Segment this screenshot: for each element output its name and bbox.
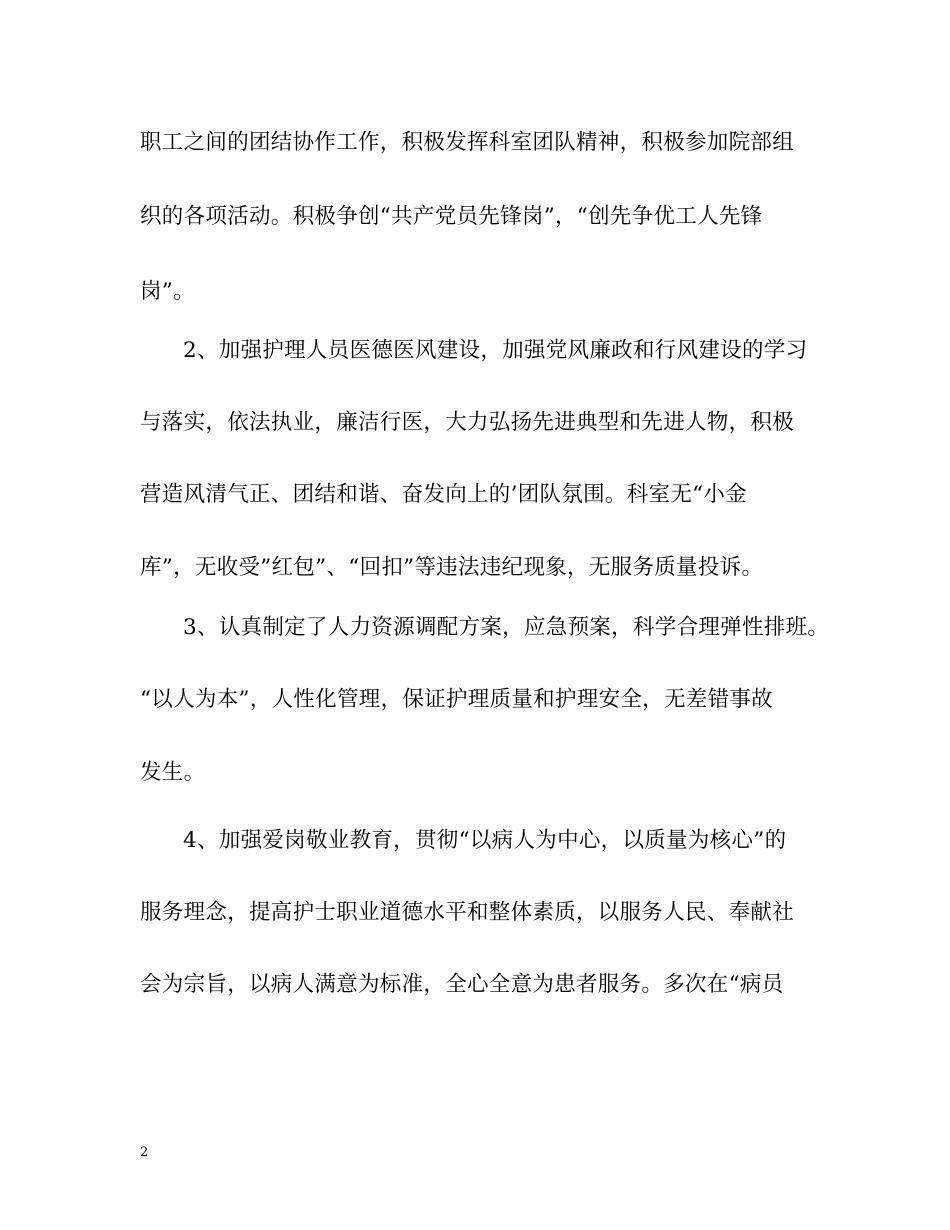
text-line-12: 服务理念，提高护士职业道德水平和整体素质，以服务人民、奉献社 xyxy=(140,900,795,925)
text-line-3: 岗”。 xyxy=(140,279,195,304)
text-line-2: 织的各项活动。积极争创“共产党员先锋岗”，“创先争优工人先锋 xyxy=(140,204,763,229)
text-line-7: 库”，无收受”红包”、“回扣”等违法违纪现象，无服务质量投诉。 xyxy=(140,555,764,580)
text-line-5: 与落实，依法执业，廉洁行医，大力弘扬先进典型和先进人物，积极 xyxy=(140,410,795,435)
paragraph-2-start: 2、加强护理人员医德医风建设，加强党风廉政和行风建设的学习 xyxy=(183,338,808,363)
text-line-10: 发生。 xyxy=(140,760,206,785)
page-number: 2 xyxy=(140,1145,149,1160)
text-line-6: 营造风清气正、团结和谐、奋发向上的’团队氛围。科室无“小金 xyxy=(140,482,748,507)
paragraph-4-start: 4、加强爱岗敬业教育，贯彻“以病人为中心，以质量为核心”的 xyxy=(183,828,787,853)
text-line-1: 职工之间的团结协作工作，积极发挥科室团队精神，积极参加院部组 xyxy=(140,130,795,155)
text-line-9: “以人为本”，人性化管理，保证护理质量和护理安全，无差错事故 xyxy=(140,687,773,712)
text-line-13: 会为宗旨，以病人满意为标准，全心全意为患者服务。多次在“病员 xyxy=(140,972,784,997)
paragraph-3-start: 3、认真制定了人力资源调配方案，应急预案，科学合理弹性排班。 xyxy=(183,615,830,640)
